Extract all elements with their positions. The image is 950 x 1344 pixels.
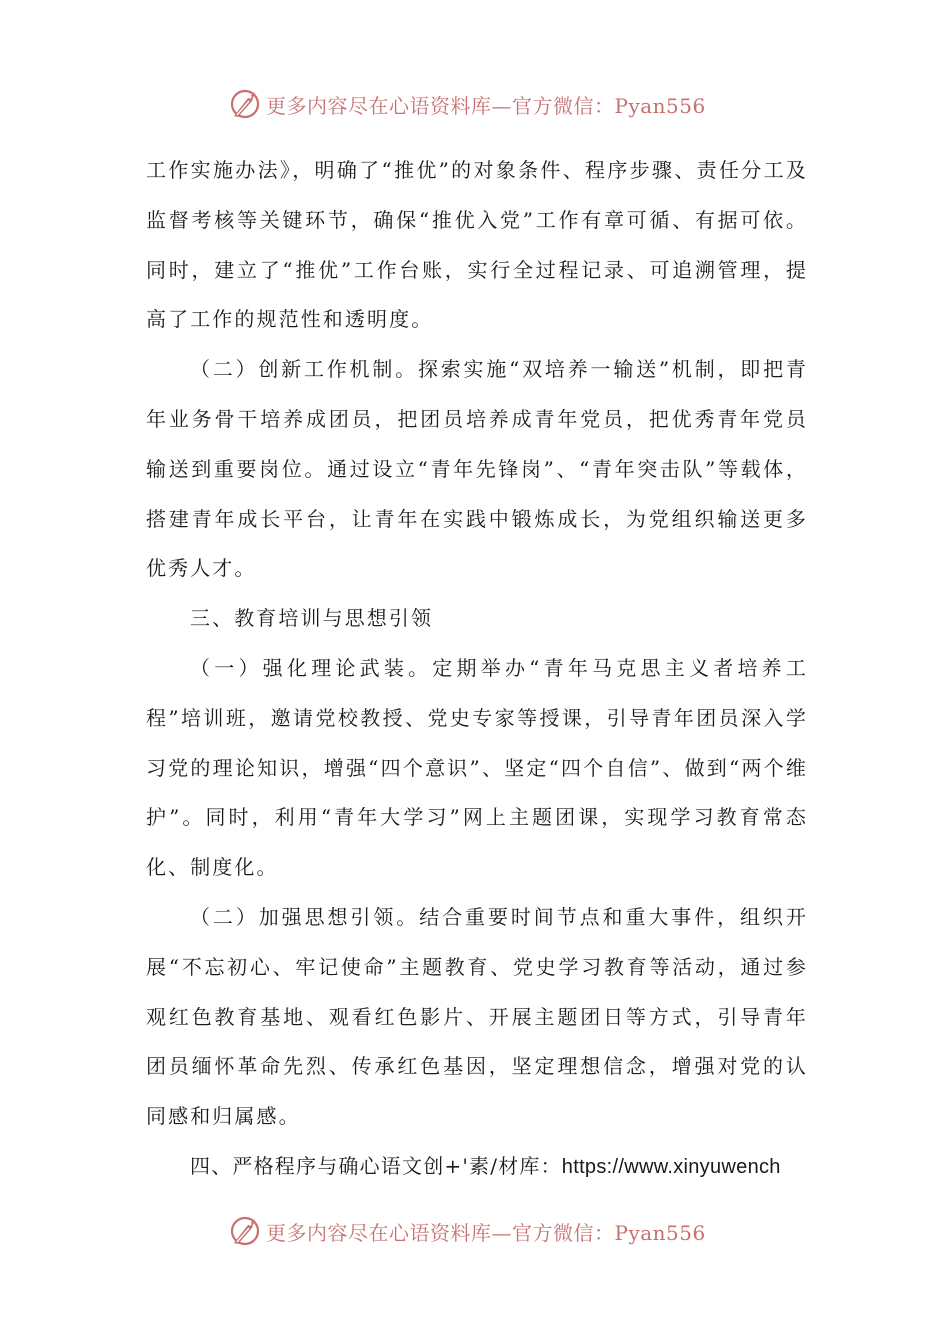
paragraph-4: （二）加强思想引领。结合重要时间节点和重大事件，组织开展“不忘初心、牢记使命”主题教育、党史学习教育等活动，通过参观红色教育基地、观看红色影片、开展主题团日等方式，引导青年团员缅怀革命先烈、传承红色基因，坚定理想信念，增强对党的认同感和归属感。: [146, 904, 808, 1129]
pen-nib-logo-icon: [228, 86, 264, 122]
section-heading-3: 三、教育培训与思想引领: [190, 606, 434, 631]
header-banner-text: 更多内容尽在心语资料库—官方微信：Pyan556: [266, 93, 706, 118]
paragraph-2: （二）创新工作机制。探索实施“双培养一输送”机制，即把青年业务骨干培养成团员，把团员培养成青年党员，把优秀青年党员输送到重要岗位。通过设立“青年先锋岗”、“青年突击队”等载体，搭建青年成长平台，让青年在实践中锻炼成长，为党组织输送更多优秀人才。: [146, 357, 808, 581]
footer-banner: [228, 1211, 748, 1251]
section-heading-4: [146, 1142, 808, 1193]
section-heading-4-text: 四、严格程序与确心语文创+'素/材库：: [190, 1153, 562, 1178]
watermark-url: https://www.xinyuwench: [561, 1155, 781, 1178]
header-banner: [228, 84, 748, 124]
document-body: [146, 146, 808, 1193]
pen-nib-logo-icon: [228, 1213, 264, 1249]
paragraph-3: （一）强化理论武装。定期举办“青年马克思主义者培养工程”培训班，邀请党校教授、党史专家等授课，引导青年团员深入学习党的理论知识，增强“四个意识”、坚定“四个自信”、做到“两个维护”。同时，利用“青年大学习”网上主题团课，实现学习教育常态化、制度化。: [146, 655, 808, 880]
footer-banner-text: 更多内容尽在心语资料库—官方微信：Pyan556: [266, 1220, 706, 1245]
paragraph-1: 工作实施办法》，明确了“推优”的对象条件、程序步骤、责任分工及监督考核等关键环节，确保“推优入党”工作有章可循、有据可依。同时，建立了“推优”工作台账，实行全过程记录、可追溯管理，提高了工作的规范性和透明度。: [146, 158, 808, 332]
